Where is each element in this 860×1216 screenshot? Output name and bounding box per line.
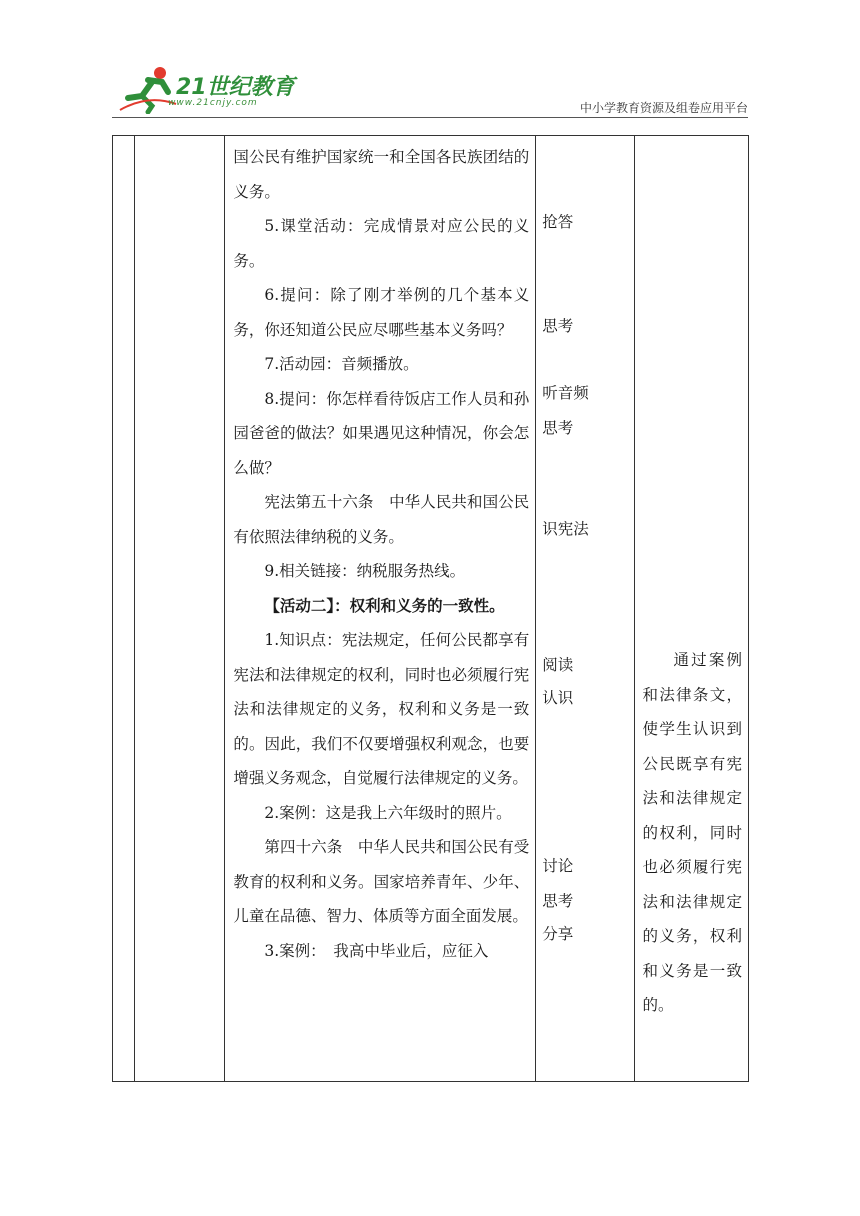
design-intent-cell [634,136,748,1082]
teacher-activity-cell [225,136,536,1082]
teacher-text: 第四十六条 中华人民共和国公民有受教育的权利和义务。国家培养青年、少年、儿童在品德、智力、体质等方面全面发展。 [233,838,530,925]
logo-url: www.21cnjy.com [168,98,258,108]
table-row [113,136,749,1082]
logo-text: 21世纪教育 [176,75,295,100]
student-activity: 听音频 [542,384,589,402]
table-cell-empty-2 [135,136,225,1082]
teacher-text: 8.提问：你怎样看待饭店工作人员和孙园爸爸的做法？如果遇见这种情况，你会怎么做？ [233,389,530,477]
teacher-text: 宪法第五十六条 中华人民共和国公民有依照法律纳税的义务。 [233,493,530,546]
student-activity: 讨论 [542,857,574,875]
teacher-text: 3.案例： 我高中毕业后，应征入 [264,941,489,960]
teacher-text: 国公民有维护国家统一和全国各民族团结的义务。 [233,148,530,201]
student-activity: 思考 [542,892,574,910]
teacher-text: 6.提问：除了刚才举例的几个基本义务，你还知道公民应尽哪些基本义务吗？ [233,286,530,339]
design-intent-text: 通过案例和法律条文，使学生认识到公民既享有宪法和法律规定的权利，同时也必须履行宪法和法律规定的义务，权利和义务是一致的。 [642,651,742,1014]
lesson-plan-table [112,135,749,1082]
student-activity: 阅读 [542,656,574,674]
activity-heading: 【活动二】：权利和义务的一致性。 [264,595,505,615]
page-header [0,0,860,120]
platform-title: 中小学教育资源及组卷应用平台 [579,101,748,115]
student-activity: 识宪法 [542,520,589,538]
teacher-text: 2.案例：这是我上六年级时的照片。 [264,803,512,822]
student-activity-cell [536,136,634,1082]
student-activity: 分享 [542,925,574,943]
teacher-text: 9.相关链接：纳税服务热线。 [264,562,466,580]
student-activity: 思考 [542,419,574,437]
student-activity: 抢答 [542,213,574,231]
teacher-text: 1.知识点：宪法规定，任何公民都享有宪法和法律规定的权利，同时也必须履行宪法和法律规定的义务，权利和义务是一致的。因此，我们不仅要增强权利观念，也要增强义务观念，自觉履行法律规定的义务。 [233,631,530,787]
student-activity: 思考 [542,317,574,335]
header-divider [112,117,748,118]
logo [118,64,308,116]
student-activity: 认识 [542,689,574,707]
teacher-text: 7.活动园：音频播放。 [264,355,419,373]
teacher-text: 5.课堂活动：完成情景对应公民的义务。 [233,217,530,270]
table-cell-empty-1 [113,136,135,1082]
